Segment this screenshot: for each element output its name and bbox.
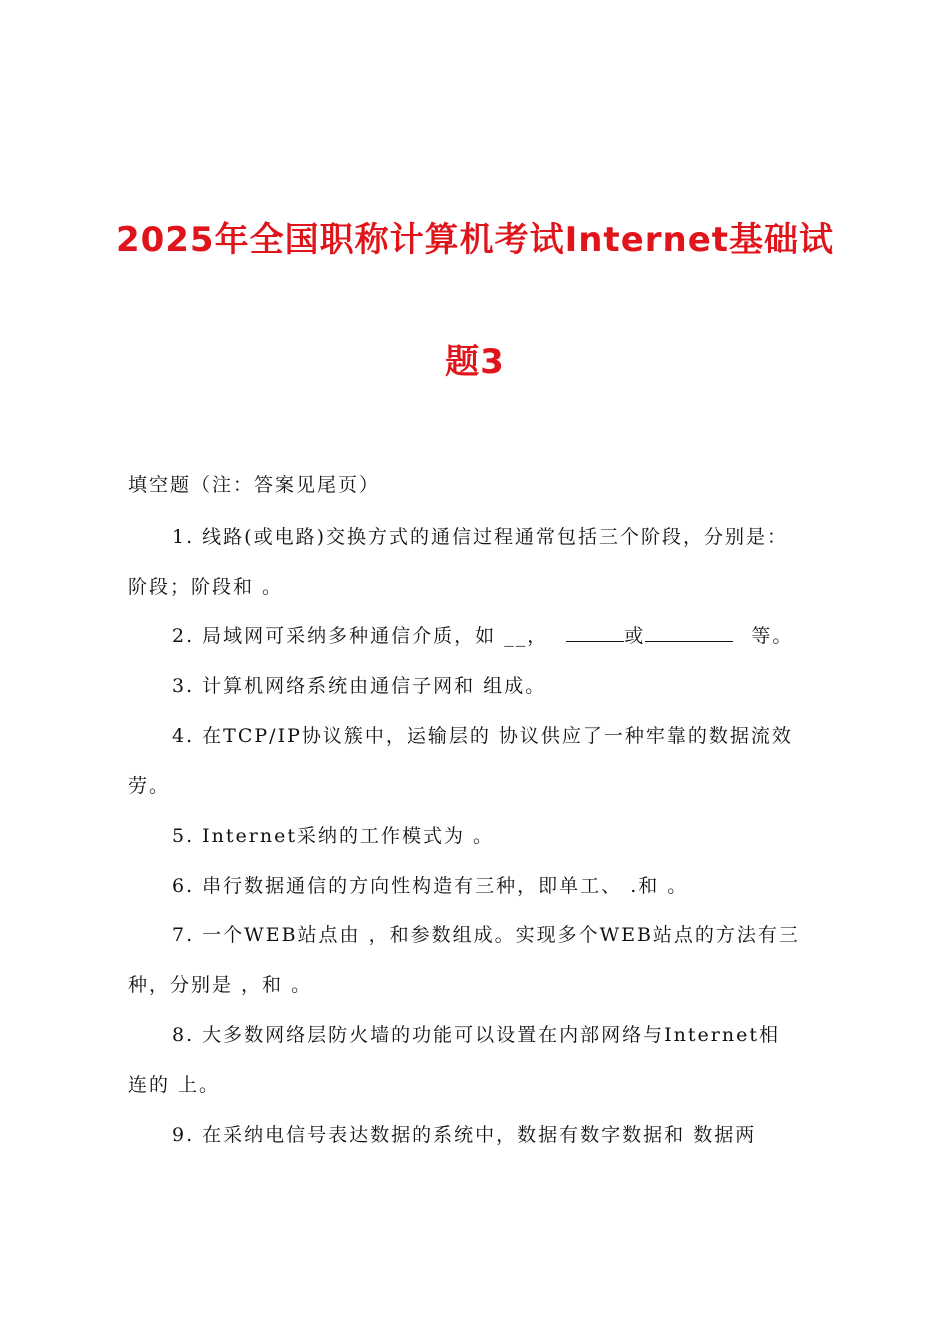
- question-2-text-b: 或: [624, 625, 646, 647]
- question-1-line-2: 阶段；阶段和 。: [128, 576, 284, 598]
- question-9-line-1: 9. 在采纳电信号表达数据的系统中，数据有数字数据和 数据两: [172, 1124, 757, 1146]
- question-7-line-2: 种，分别是 ，和 。: [128, 974, 313, 996]
- document-title-line-2: 题3: [445, 342, 505, 382]
- section-heading: 填空题（注：答案见尾页）: [128, 474, 381, 496]
- question-4-line-1: 4. 在TCP/IP协议簇中，运输层的 协议供应了一种牢靠的数据流效: [172, 725, 793, 747]
- question-8-line-2: 连的 上。: [128, 1074, 221, 1096]
- question-7-line-1: 7. 一个WEB站点由 ，和参数组成。实现多个WEB站点的方法有三: [172, 924, 800, 946]
- answer-blank: [566, 623, 624, 642]
- question-1-line-1: 1. 线路(或电路)交换方式的通信过程通常包括三个阶段，分别是：: [172, 526, 788, 548]
- question-2-text-a: 2. 局域网可采纳多种通信介质，如 __，: [172, 625, 549, 647]
- question-2-text-c: 等。: [751, 625, 794, 647]
- question-4-line-2: 劳。: [128, 775, 171, 797]
- answer-blank: [645, 623, 733, 642]
- question-3-line-1: 3. 计算机网络系统由通信子网和 组成。: [172, 675, 547, 697]
- question-5-line-1: 5. Internet采纳的工作模式为 。: [172, 825, 495, 847]
- document-title-line-1: 2025年全国职称计算机考试Internet基础试: [115, 220, 835, 260]
- question-2-line-1: [172, 621, 793, 648]
- question-8-line-1: 8. 大多数网络层防火墙的功能可以设置在内部网络与Internet相: [172, 1024, 780, 1046]
- question-6-line-1: 6. 串行数据通信的方向性构造有三种，即单工、 .和 。: [172, 875, 689, 897]
